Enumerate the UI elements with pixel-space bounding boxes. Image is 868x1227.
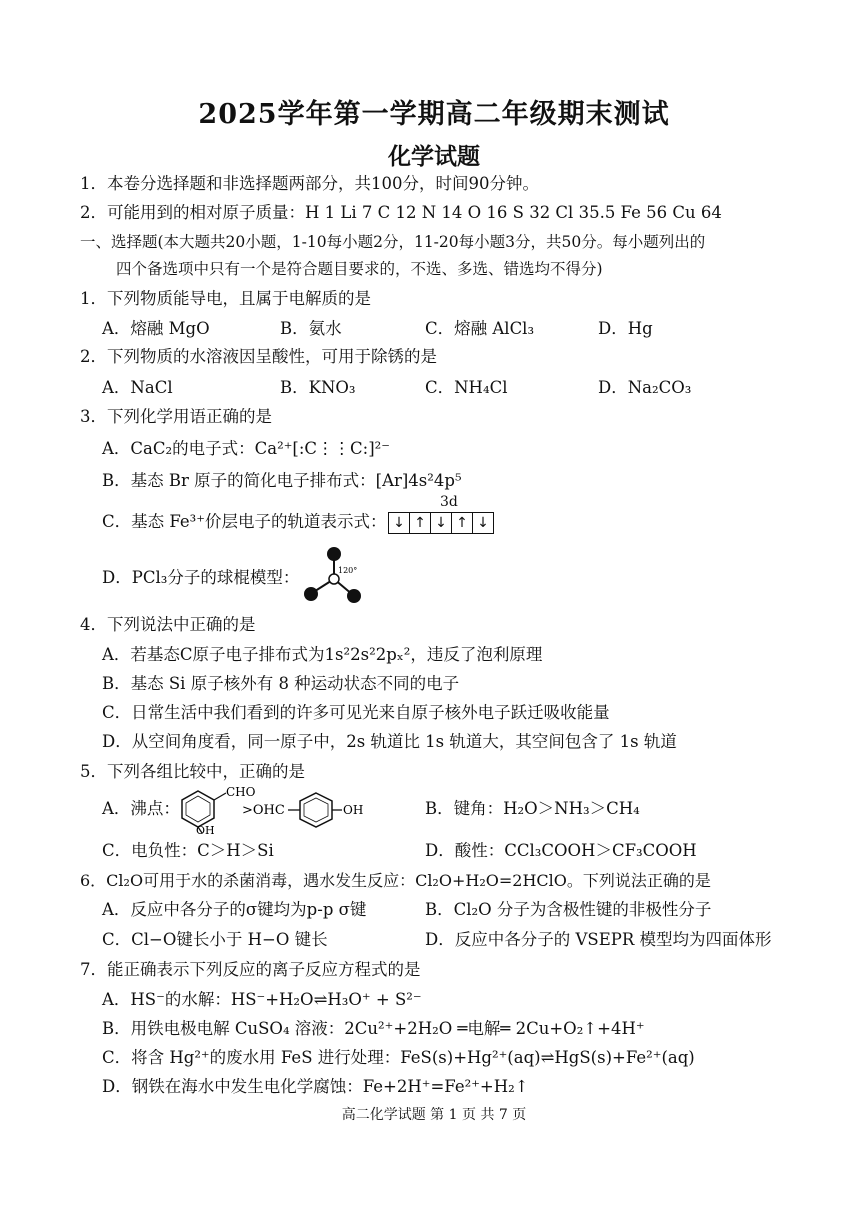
q3-d: D．PCl₃分子的球棍模型： (102, 568, 300, 587)
q5-c: C．电负性：C＞H＞Si (102, 841, 274, 860)
q7-d: D．钢铁在海水中发生电化学腐蚀：Fe+2H⁺=Fe²⁺+H₂↑ (102, 1077, 529, 1096)
q1-c: C．熔融 AlCl₃ (425, 319, 535, 338)
q3-a: A．CaC₂的电子式：Ca²⁺[:C⋮⋮C:]²⁻ (102, 439, 390, 458)
q5-a: A．沸点： (102, 799, 180, 818)
q2-c: C．NH₄Cl (425, 378, 508, 397)
orbital-diagram (388, 512, 494, 534)
q4-stem: 4．下列说法中正确的是 (80, 615, 256, 634)
q2-b: B．KNO₃ (280, 378, 356, 397)
q6-a: A．反应中各分子的σ键均为p-p σ键 (102, 900, 367, 919)
q6-stem: 6．Cl₂O可用于水的杀菌消毒，遇水发生反应：Cl₂O+H₂O=2HClO。下列说法正确的是 (80, 871, 711, 890)
q3-b: B．基态 Br 原子的简化电子排布式：[Ar]4s²4p⁵ (102, 471, 462, 490)
gt-ohc-label: >OHC (242, 803, 285, 818)
section-header: 一、选择题(本大题共20小题，1-10每小题2分，11-20每小题3分，共50分。每小题列出的 (80, 233, 706, 251)
orbital-box: ↓ (389, 513, 410, 533)
angle-label: 120° (338, 566, 358, 575)
note-1: 1．本卷分选择题和非选择题两部分，共100分，时间90分钟。 (80, 174, 539, 193)
q4-d: D．从空间角度看，同一原子中，2s 轨道比 1s 轨道大，其空间包含了 1s 轨道 (102, 732, 677, 751)
q2-a: A．NaCl (102, 378, 173, 397)
q2-d: D．Na₂CO₃ (598, 378, 692, 397)
q4-b: B．基态 Si 原子核外有 8 种运动状态不同的电子 (102, 674, 460, 693)
q1-b: B．氨水 (280, 319, 342, 338)
page-title: 2025学年第一学期高二年级期末测试 (198, 99, 670, 130)
salicylaldehyde-structure (176, 783, 386, 835)
q2-stem: 2．下列物质的水溶液因呈酸性，可用于除锈的是 (80, 347, 437, 366)
orbital-box: ↑ (452, 513, 473, 533)
q3-c: C．基态 Fe³⁺价层电子的轨道表示式： (102, 512, 387, 531)
q4-c: C．日常生活中我们看到的许多可见光来自原子核外电子跃迁吸收能量 (102, 703, 610, 722)
q1-stem: 1．下列物质能导电，且属于电解质的是 (80, 289, 371, 308)
oh2-label: OH (343, 803, 364, 817)
q7-stem: 7．能正确表示下列反应的离子反应方程式的是 (80, 960, 421, 979)
orbital-box: ↑ (410, 513, 431, 533)
q1-a: A．熔融 MgO (102, 319, 210, 338)
q7-a: A．HS⁻的水解：HS⁻+H₂O⇌H₃O⁺ + S²⁻ (102, 990, 422, 1009)
q7-b: B．用铁电极电解 CuSO₄ 溶液：2Cu²⁺+2H₂O ═电解═ 2Cu+O₂↑+4H⁺ (102, 1019, 645, 1038)
orbital-box: ↓ (477, 515, 489, 531)
q6-b: B．Cl₂O 分子为含极性键的非极性分子 (425, 900, 712, 919)
oh-label: OH (196, 824, 215, 835)
q1-d: D．Hg (598, 319, 653, 338)
cho-label: CHO (226, 785, 256, 799)
q5-stem: 5．下列各组比较中，正确的是 (80, 762, 305, 781)
page-subtitle: 化学试题 (388, 143, 480, 170)
q5-b: B．键角：H₂O＞NH₃＞CH₄ (425, 799, 640, 818)
section-header-2: 四个备选项中只有一个是符合题目要求的，不选、多选、错选均不得分) (116, 260, 603, 278)
page-footer: 高二化学试题 第 1 页 共 7 页 (341, 1107, 527, 1123)
q3-stem: 3．下列化学用语正确的是 (80, 407, 272, 426)
q7-c: C．将含 Hg²⁺的废水用 FeS 进行处理：FeS(s)+Hg²⁺(aq)⇌HgS(s)+Fe²⁺(aq) (102, 1048, 695, 1067)
q6-c: C．Cl−O键长小于 H−O 键长 (102, 930, 328, 949)
q4-a: A．若基态C原子电子排布式为1s²2s²2pₓ²，违反了泡利原理 (102, 645, 543, 664)
pcl3-ball-stick-model (298, 545, 368, 607)
q5-d: D．酸性：CCl₃COOH＞CF₃COOH (425, 841, 697, 860)
orbital-box: ↓ (431, 513, 452, 533)
q6-d: D．反应中各分子的 VSEPR 模型均为四面体形 (425, 930, 772, 949)
orbital-label: 3d (440, 494, 458, 510)
note-2: 2．可能用到的相对原子质量：H 1 Li 7 C 12 N 14 O 16 S 32 Cl 35.5 Fe 56 Cu 64 (80, 203, 722, 222)
